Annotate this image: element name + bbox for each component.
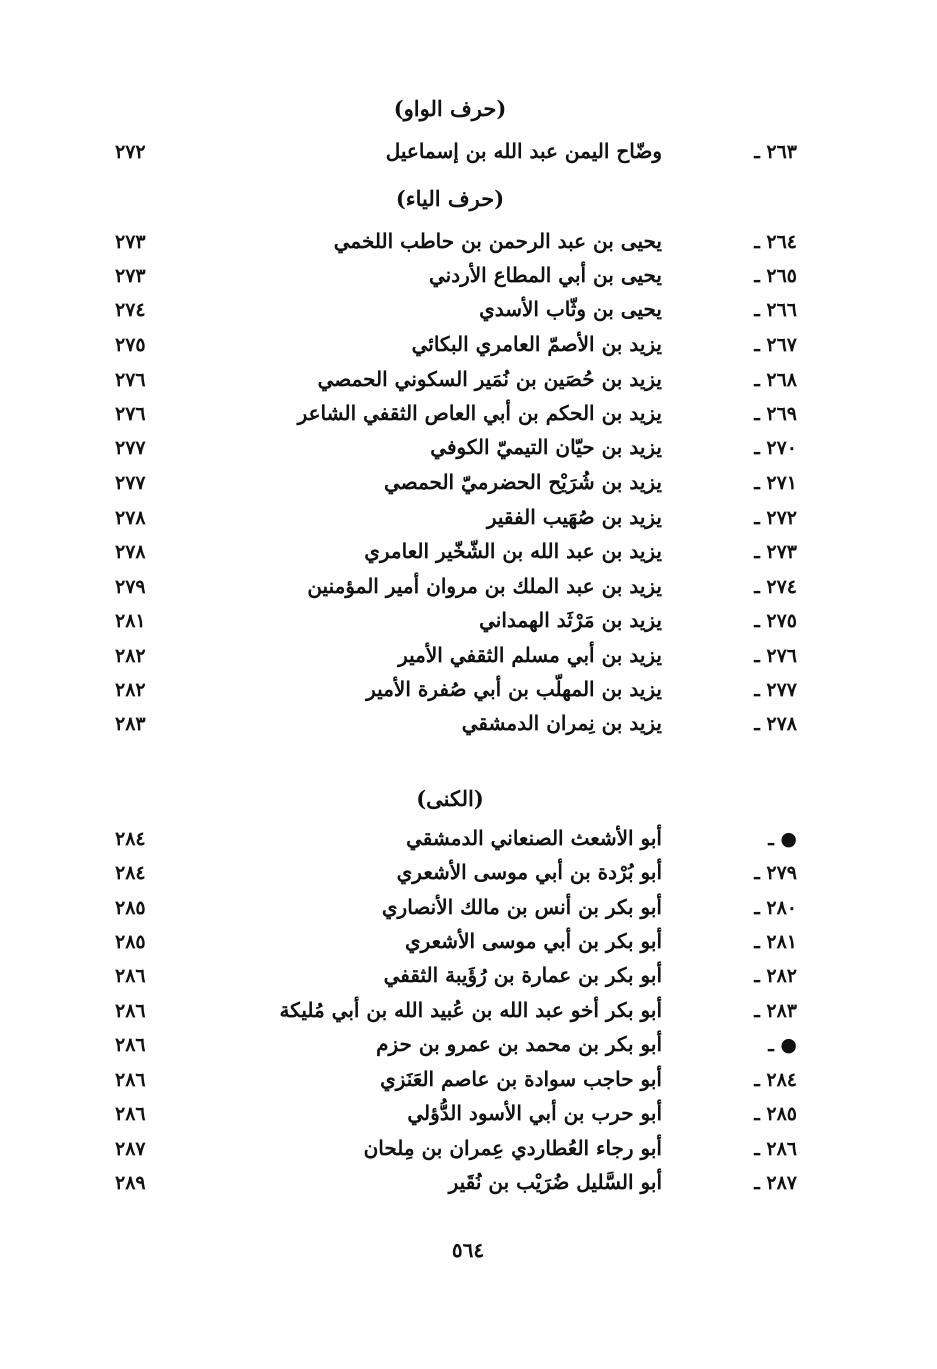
entry-number: ٢٦٥ ـ — [754, 265, 797, 287]
entry-page: ٢٧٩ — [115, 576, 146, 598]
index-entry — [0, 435, 937, 469]
entry-page: ٢٧٨ — [115, 541, 146, 563]
entry-page: ٢٧٧ — [115, 437, 146, 459]
entry-page: ٢٧٥ — [115, 334, 146, 356]
entry-name: يحيى بن عبد الرحمن بن حاطب اللخمي — [333, 229, 662, 253]
entry-page: ٢٨٦ — [115, 965, 146, 987]
entry-number: ٢٦٤ ـ — [754, 231, 797, 253]
section-heading-ya: (حرف الياء) — [395, 186, 505, 211]
entry-name: يزيد بن المهلّب بن أبي صُفرة الأمير — [366, 677, 662, 701]
entry-name: يزيد بن عبد الله بن الشّخّير العامري — [364, 539, 662, 563]
entry-number: ٢٧٥ ـ — [754, 610, 797, 632]
entry-name: وضّاح اليمن عبد الله بن إسماعيل — [385, 139, 662, 163]
entry-name: أبو بكر أخو عبد الله بن عُبيد الله بن أبي مُليكة — [279, 998, 662, 1022]
entry-page: ٢٨٩ — [115, 1172, 146, 1194]
entry-number: ٢٦٣ ـ — [754, 141, 797, 163]
entry-name: يزيد بن عبد الملك بن مروان أمير المؤمنين — [307, 574, 662, 598]
index-entry — [0, 229, 937, 263]
entry-number: ٢٨٠ ـ — [754, 897, 797, 919]
index-entry — [0, 826, 937, 860]
entry-page: ٢٨٢ — [115, 679, 146, 701]
entry-name: أبو حرب بن أبي الأسود الدُّؤلي — [407, 1101, 662, 1125]
entry-name: يزيد بن صُهَيب الفقير — [486, 505, 662, 529]
index-entry — [0, 895, 937, 929]
index-entry — [0, 1136, 937, 1170]
entry-number: ٢٧٤ ـ — [754, 576, 797, 598]
entry-page: ٢٧٤ — [115, 299, 146, 321]
index-entry — [0, 860, 937, 894]
entry-page: ٢٧٢ — [115, 141, 146, 163]
entry-name: أبو بكر بن عمارة بن رُؤَيبة الثقفي — [383, 963, 662, 987]
index-entry — [0, 139, 937, 173]
entry-number: ٢٨٥ ـ — [754, 1103, 797, 1125]
index-entry — [0, 1067, 937, 1101]
entry-page: ٢٧٣ — [115, 231, 146, 253]
section-heading-waw: (حرف الواو) — [393, 96, 507, 121]
entry-page: ٢٨٦ — [115, 1034, 146, 1056]
entry-page: ٢٨٦ — [115, 1069, 146, 1091]
index-entry — [0, 505, 937, 539]
entry-number: ٢٨١ ـ — [754, 931, 797, 953]
entry-number: ● ـ — [768, 828, 797, 850]
entry-page: ٢٨٧ — [115, 1138, 146, 1160]
entry-number: ٢٧٨ ـ — [754, 713, 797, 735]
entry-name: أبو بكر بن محمد بن عمرو بن حزم — [376, 1032, 662, 1056]
index-entry — [0, 1170, 937, 1204]
index-entry — [0, 574, 937, 608]
entry-name: يزيد بن مَرْثَد الهمداني — [479, 608, 662, 632]
entry-number: ٢٧١ ـ — [754, 472, 797, 494]
entry-page: ٢٧٦ — [115, 403, 146, 425]
entry-page: ٢٨٤ — [115, 828, 146, 850]
index-entry — [0, 643, 937, 677]
entry-number: ٢٨٧ ـ — [754, 1172, 797, 1194]
index-entry — [0, 401, 937, 435]
entry-name: أبو بكر بن أنس بن مالك الأنصاري — [381, 895, 662, 919]
entry-name: يزيد بن حيّان التيميّ الكوفي — [430, 435, 662, 459]
entry-number: ٢٦٧ ـ — [754, 334, 797, 356]
entry-number: ٢٨٦ ـ — [754, 1138, 797, 1160]
index-entry — [0, 998, 937, 1032]
entry-page: ٢٨٦ — [115, 1000, 146, 1022]
entry-number: ٢٦٨ ـ — [754, 369, 797, 391]
index-entry — [0, 608, 937, 642]
entry-name: يزيد بن حُصَين بن نُمَير السكوني الحمصي — [317, 367, 662, 391]
entry-number: ٢٧٦ ـ — [754, 645, 797, 667]
entry-page: ٢٧٧ — [115, 472, 146, 494]
page-number: ٥٦٤ — [451, 1238, 485, 1262]
entry-number: ٢٨٢ ـ — [754, 965, 797, 987]
entry-name: يزيد بن الحكم بن أبي العاص الثقفي الشاعر — [297, 401, 662, 425]
index-entry — [0, 711, 937, 745]
entry-page: ٢٨٤ — [115, 862, 146, 884]
index-entry — [0, 263, 937, 297]
entry-name: أبو حاجب سوادة بن عاصم العَنَزي — [380, 1067, 662, 1091]
entry-number: ٢٦٩ ـ — [754, 403, 797, 425]
entry-number: ٢٨٤ ـ — [754, 1069, 797, 1091]
entry-number: ٢٨٣ ـ — [754, 1000, 797, 1022]
section-heading-kunya: (الكنى) — [416, 786, 484, 811]
entry-name: يزيد بن نِمران الدمشقي — [461, 711, 662, 735]
entry-name: أبو السَّليل ضُرَيْب بن نُقَير — [448, 1170, 662, 1194]
index-entry — [0, 677, 937, 711]
entry-number: ٢٧٢ ـ — [754, 507, 797, 529]
index-entry — [0, 332, 937, 366]
entry-number: ٢٦٦ ـ — [754, 299, 797, 321]
entry-number: ٢٧٧ ـ — [754, 679, 797, 701]
index-entry — [0, 929, 937, 963]
entry-page: ٢٨٢ — [115, 645, 146, 667]
entry-number: ٢٧٣ ـ — [754, 541, 797, 563]
entry-name: أبو بُرْدة بن أبي موسى الأشعري — [396, 860, 662, 884]
entry-name: يزيد بن شُرَيْح الحضرميّ الحمصي — [383, 470, 662, 494]
index-entry — [0, 470, 937, 504]
entry-page: ٢٧٨ — [115, 507, 146, 529]
index-entry — [0, 367, 937, 401]
entry-page: ٢٨١ — [115, 610, 146, 632]
index-entry — [0, 539, 937, 573]
entry-name: يزيد بن أبي مسلم الثقفي الأمير — [398, 643, 662, 667]
entry-number: ٢٧٩ ـ — [754, 862, 797, 884]
entry-name: يحيى بن أبي المطاع الأردني — [428, 263, 662, 287]
entry-number: ● ـ — [768, 1034, 797, 1056]
entry-name: يحيى بن وثّاب الأسدي — [479, 297, 662, 321]
entry-page: ٢٨٦ — [115, 1103, 146, 1125]
entry-name: أبو بكر بن أبي موسى الأشعري — [404, 929, 662, 953]
entry-name: يزيد بن الأصمّ العامري البكائي — [411, 332, 662, 356]
entry-page: ٢٧٦ — [115, 369, 146, 391]
index-entry — [0, 297, 937, 331]
entry-number: ٢٧٠ ـ — [754, 437, 797, 459]
entry-page: ٢٧٣ — [115, 265, 146, 287]
index-entry — [0, 1101, 937, 1135]
entry-page: ٢٨٥ — [115, 897, 146, 919]
entry-name: أبو رجاء العُطاردي عِمران بن مِلحان — [363, 1136, 662, 1160]
index-entry — [0, 963, 937, 997]
index-entry — [0, 1032, 937, 1066]
entry-page: ٢٨٥ — [115, 931, 146, 953]
entry-name: أبو الأشعث الصنعاني الدمشقي — [406, 826, 662, 850]
entry-page: ٢٨٣ — [115, 713, 146, 735]
